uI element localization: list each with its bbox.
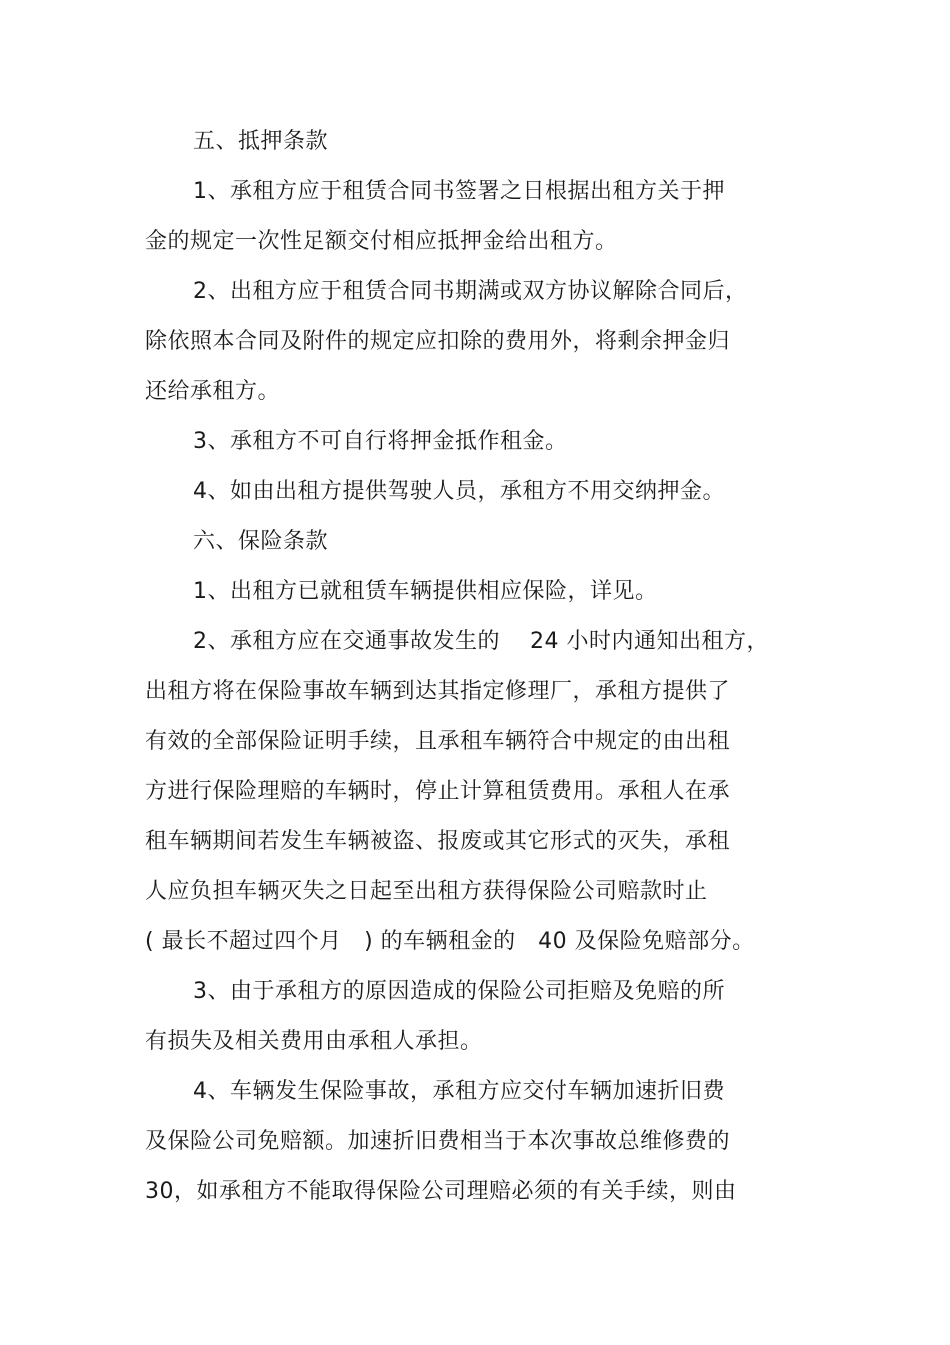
paragraph-line: 还给承租方。 [145, 379, 281, 404]
paragraph-line: 30，如承租方不能取得保险公司理赔必须的有关手续，则由 [145, 1179, 737, 1204]
paragraph-line: 租车辆期间若发生车辆被盗、报废或其它形式的灭失，承租 [145, 829, 731, 854]
paragraph-line: 及保险公司免赔额。加速折旧费相当于本次事故总维修费的 [145, 1129, 731, 1154]
paragraph-line: 有损失及相关费用由承租人承担。 [145, 1029, 483, 1054]
paragraph-line: 出租方将在保险事故车辆到达其指定修理厂，承租方提供了 [145, 679, 731, 704]
paragraph-line: 人应负担车辆灭失之日起至出租方获得保险公司赔款时止 [145, 879, 708, 904]
paragraph-line: 2、出租方应于租赁合同书期满或双方协议解除合同后， [193, 279, 748, 304]
paragraph-line: 3、承租方不可自行将押金抵作租金。 [193, 429, 568, 454]
section-heading-mortgage: 五、抵押条款 [193, 129, 329, 154]
paragraph-line: 除依照本合同及附件的规定应扣除的费用外，将剩余押金归 [145, 329, 731, 354]
paragraph-line: 有效的全部保险证明手续，且承租车辆符合中规定的由出租 [145, 729, 731, 754]
section-heading-insurance: 六、保险条款 [193, 529, 329, 554]
paragraph-line: 1、承租方应于租赁合同书签署之日根据出租方关于押 [193, 179, 725, 204]
paragraph-line: 4、如由出租方提供驾驶人员，承租方不用交纳押金。 [193, 479, 725, 504]
paragraph-line: 4、车辆发生保险事故，承租方应交付车辆加速折旧费 [193, 1079, 725, 1104]
paragraph-line: 方进行保险理赔的车辆时，停止计算租赁费用。承租人在承 [145, 779, 731, 804]
paragraph-line: ( 最长不超过四个月 ) 的车辆租金的 40 及保险免赔部分。 [145, 929, 755, 954]
paragraph-line: 3、由于承租方的原因造成的保险公司拒赔及免赔的所 [193, 979, 725, 1004]
paragraph-line: 金的规定一次性足额交付相应抵押金给出租方。 [145, 229, 618, 254]
paragraph-line: 1、出租方已就租赁车辆提供相应保险，详见。 [193, 579, 658, 604]
paragraph-line: 2、承租方应在交通事故发生的 24 小时内通知出租方， [193, 629, 769, 654]
